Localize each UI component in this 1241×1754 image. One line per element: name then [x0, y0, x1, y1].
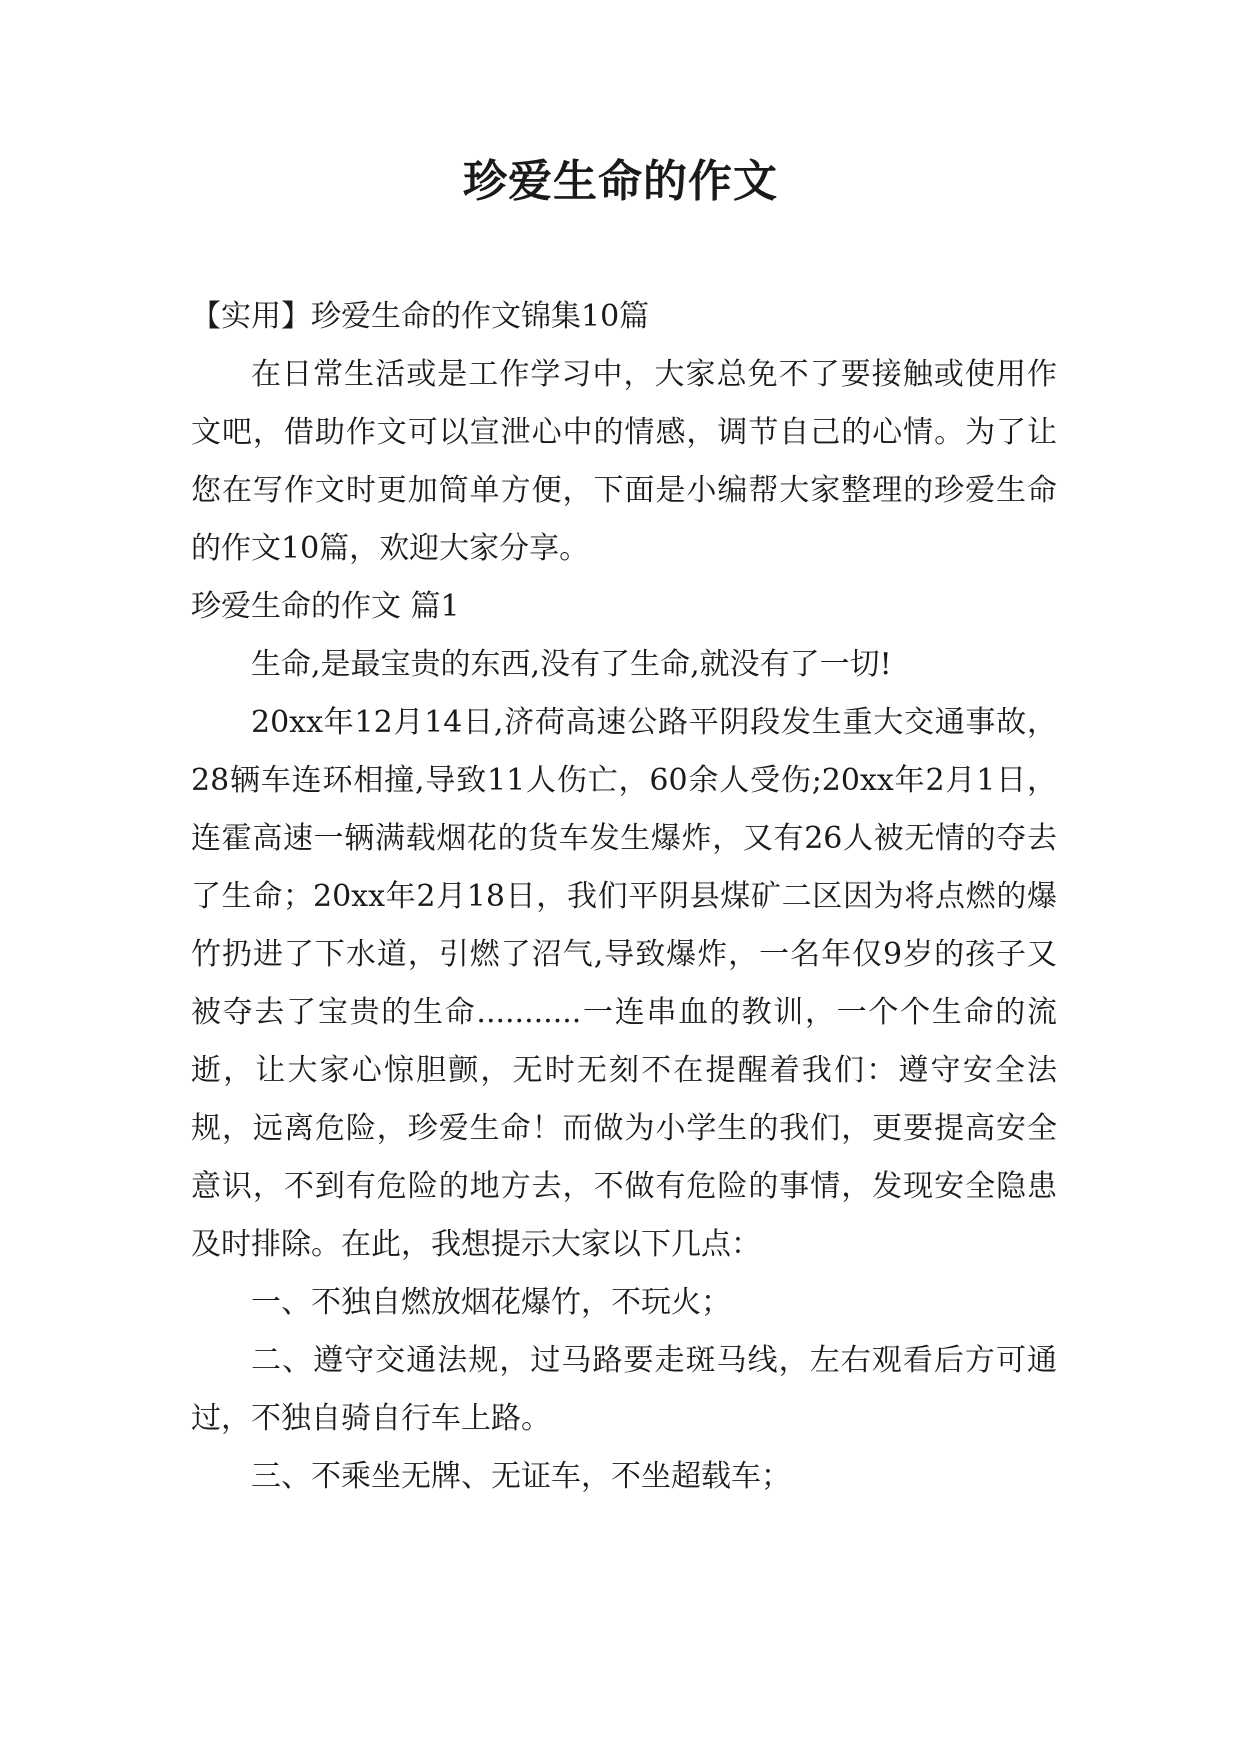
paragraph: 生命,是最宝贵的东西,没有了生命,就没有了一切!	[251, 647, 892, 682]
paragraph: 20xx年12月14日,济荷高速公路平阴段发生重大交通事故，28辆车连环相撞,导致11人伤亡，60余人受伤;20xx年2月1日，连霍高速一辆满载烟花的货车发生爆炸，又有26人被无情的夺去了生命；20xx年2月18日，我们平阴县煤矿二区因为将点燃的爆竹扔进了下水道，引燃了沼气,导致爆炸，一名年仅9岁的孩子又被夺去了宝贵的生命...........一连串血的教训，一个个生命的流逝，让大家心惊胆颤，无时无刻不在提醒着我们：遵守安全法规，远离危险，珍爱生命！而做为小学生的我们，更要提高安全意识，不到有危险的地方去，不做有危险的事情，发现安全隐患及时排除。在此，我想提示大家以下几点：	[191, 705, 1057, 1262]
list-item: 一、不独自燃放烟花爆竹，不玩火；	[251, 1285, 731, 1320]
document-body	[191, 288, 1057, 1506]
list-item: 三、不乘坐无牌、无证车，不坐超载车；	[251, 1459, 791, 1494]
document-title: 珍爱生命的作文	[463, 156, 778, 207]
intro-paragraph: 在日常生活或是工作学习中，大家总免不了要接触或使用作文吧，借助作文可以宣泄心中的情感，调节自己的心情。为了让您在写作文时更加简单方便，下面是小编帮大家整理的珍爱生命的作文10篇，欢迎大家分享。	[191, 357, 1057, 566]
document-subtitle: 【实用】珍爱生命的作文锦集10篇	[191, 299, 650, 334]
list-item: 二、遵守交通法规，过马路要走斑马线，左右观看后方可通过，不独自骑自行车上路。	[191, 1343, 1057, 1436]
section-title: 珍爱生命的作文 篇1	[191, 589, 460, 624]
